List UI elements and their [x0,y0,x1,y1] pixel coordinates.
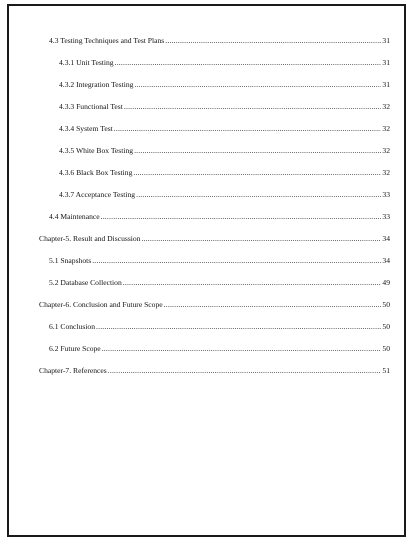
toc-entry [49,36,390,46]
toc-entry [49,212,390,222]
toc-entry [59,58,390,68]
toc-entry-title: 5.1 Snapshots [49,256,92,265]
toc-entry-page: 31 [382,80,390,89]
toc-entry-title: 6.1 Conclusion [49,322,95,331]
toc-entry-title: 4.3.7 Acceptance Testing [59,190,136,199]
toc-entry-title: Chapter-7. References [39,366,107,375]
toc-chapter-entry [39,300,390,310]
toc-entry [49,256,390,266]
toc-entry-title: Chapter-6. Conclusion and Future Scope [39,300,163,309]
toc-entry-page: 34 [382,256,390,265]
toc-entry-page: 31 [382,58,390,67]
toc-entry-title: 6.2 Future Scope [49,344,101,353]
toc-entry-page: 33 [382,212,390,221]
toc-entry-page: 32 [382,102,390,111]
toc-entry-title: 4.3.2 Integration Testing [59,80,134,89]
dot-leader [133,168,381,178]
toc-entry [59,146,390,156]
toc-entry-page: 33 [382,190,390,199]
toc-entry-title: 4.3.1 Unit Testing [59,58,114,67]
toc-entry-title: 4.3.6 Black Box Testing [59,168,133,177]
dot-leader [136,190,381,200]
toc-entry-title: 4.4 Maintenance [49,212,100,221]
dot-leader [92,256,381,266]
toc-entry-title: 4.3.5 White Box Testing [59,146,134,155]
toc-entry-title: 4.3.3 Functional Test [59,102,123,111]
toc-chapter-entry [39,366,390,376]
dot-leader [124,102,382,112]
toc-entry-page: 49 [382,278,390,287]
toc-entry-page: 50 [382,344,390,353]
toc-entry-title: 4.3.4 System Test [59,124,113,133]
toc-entry [59,168,390,178]
toc-entry [59,190,390,200]
toc-entry-page: 51 [382,366,390,375]
toc-entry-page: 32 [382,168,390,177]
toc-entry [59,80,390,90]
dot-leader [134,80,381,90]
toc-entry [59,102,390,112]
dot-leader [115,58,382,68]
toc-entry-page: 31 [382,36,390,45]
toc-entry [49,278,390,288]
dot-leader [123,278,382,288]
toc-chapter-entry [39,234,390,244]
toc-entry-page: 50 [382,300,390,309]
toc-entry-page: 50 [382,322,390,331]
toc-entry-page: 32 [382,146,390,155]
dot-leader [114,124,382,134]
dot-leader [96,322,381,332]
toc-entry-title: Chapter-5. Result and Discussion [39,234,141,243]
dot-leader [165,36,381,46]
toc-entry [49,322,390,332]
document-page [7,4,406,537]
dot-leader [164,300,382,310]
toc-entry-page: 34 [382,234,390,243]
toc-entry-title: 5.2 Database Collection [49,278,122,287]
dot-leader [101,212,382,222]
dot-leader [108,366,382,376]
toc-entry-title: 4.3 Testing Techniques and Test Plans [49,36,165,45]
toc-entry [59,124,390,134]
toc-entry-page: 32 [382,124,390,133]
dot-leader [102,344,382,354]
dot-leader [142,234,382,244]
toc-entry [49,344,390,354]
dot-leader [134,146,381,156]
